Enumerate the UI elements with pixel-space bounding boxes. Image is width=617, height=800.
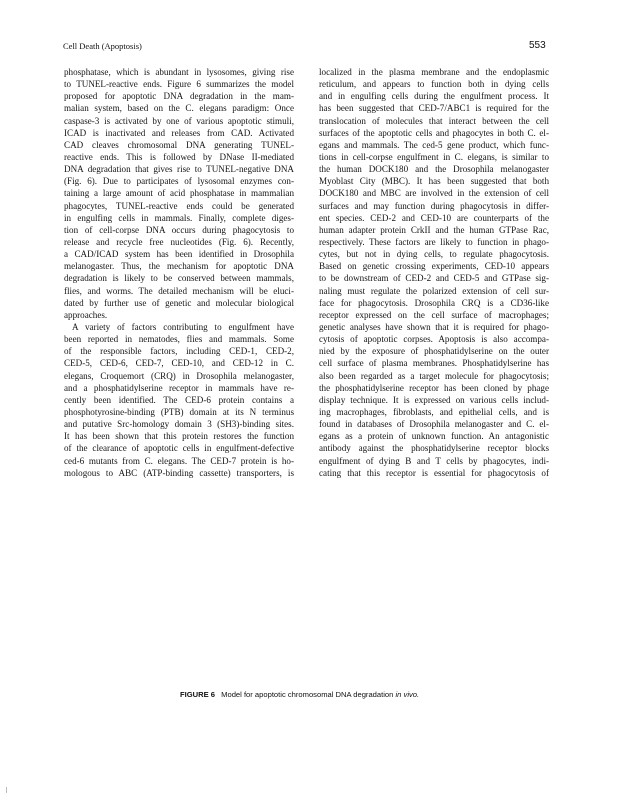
text-line: nied by the exposure of phosphatidylserine on the outer: [319, 346, 549, 357]
text-line: human adapter protein CrkII and the human GTPase Rac,: [319, 224, 549, 235]
text-line: ing macrophages, fibroblasts, and epithelial cells, and is: [319, 406, 549, 417]
text-line: to TUNEL-reactive ends. Figure 6 summarizes the model: [64, 79, 294, 90]
text-line: phosphotyrosine-binding (PTB) domain at its N terminus: [64, 406, 294, 417]
text-line: Myoblast City (MBC). It has been suggested that both: [319, 176, 549, 187]
scan-edge-mark: [6, 787, 7, 793]
text-line: reactive ends. This is followed by DNase II-mediated: [64, 151, 294, 162]
text-line: a CAD/ICAD system has been identified in Drosophila: [64, 249, 294, 260]
text-line: (Fig. 6). Due to participates of lysosomal enzymes con-: [64, 176, 294, 187]
text-line: proposed for apoptotic DNA degradation in the mam-: [64, 91, 294, 102]
text-line: release and recycle free nucleotides (Fig. 6). Recently,: [64, 236, 294, 247]
text-line: tion of cell-corpse DNA occurs during phagocytosis to: [64, 224, 294, 235]
text-line: flies, and worms. The detailed mechanism will be eluci-: [64, 285, 294, 296]
text-line: taining a large amount of acid phosphatase in mammalian: [64, 188, 294, 199]
text-line: ced-6 mutants from C. elegans. The CED-7 protein is ho-: [64, 455, 294, 466]
text-line: CED-5, CED-6, CED-7, CED-10, and CED-12 in C.: [64, 358, 294, 369]
text-line: degradation is likely to be conserved between mammals,: [64, 273, 294, 284]
text-line: naling must regulate the polarized extension of cell sur-: [319, 285, 549, 296]
text-line: the human DOCK180 and the Drosophila melanogaster: [319, 164, 549, 175]
figure-caption-text: Model for apoptotic chromosomal DNA degradation: [221, 690, 394, 699]
text-line: egans as a protein of unknown function. An antagonistic: [319, 431, 549, 442]
text-line: engulfment of dying B and T cells by phagocytes, indi-: [319, 455, 549, 466]
text-line: surfaces and may function during phagocytosis in differ-: [319, 200, 549, 211]
text-line: display technique. It is expressed on various cells includ-: [319, 394, 549, 405]
right-column: [319, 66, 549, 479]
text-line: has been suggested that CED-7/ABC1 is required for the: [319, 103, 549, 114]
text-line: and putative Src-homology domain 3 (SH3)-binding sites.: [64, 419, 294, 430]
text-line: ICAD is inactivated and releases from CAD. Activated: [64, 127, 294, 138]
text-line: melanogaster. Thus, the mechanism for apoptotic DNA: [64, 261, 294, 272]
text-line: face for phagocytosis. Drosophila CRQ is a CD36-like: [319, 297, 549, 308]
text-line: found in databases of Drosophila melanogaster and C. el-: [319, 419, 549, 430]
text-line: ent species. CED-2 and CED-10 are counterparts of the: [319, 212, 549, 223]
text-line: egans and mammals. The ced-5 gene product, which func-: [319, 139, 549, 150]
text-line: cytes, but not in dying cells, to regulate phagocytosis.: [319, 249, 549, 260]
text-line: also been regarded as a target molecule for phagocytosis;: [319, 370, 549, 381]
text-line: cell surface of plasma membranes. Phosphatidylserine has: [319, 358, 549, 369]
text-line: Based on genetic crossing experiments, CED-10 appears: [319, 261, 549, 272]
text-line: reticulum, and appears to function both in dying cells: [319, 79, 549, 90]
text-line: of the responsible factors, including CED-1, CED-2,: [64, 346, 294, 357]
text-line: DOCK180 and MBC are involved in the extension of cell: [319, 188, 549, 199]
text-line: of the clearance of apoptotic cells in engulfment-defective: [64, 443, 294, 454]
text-line: been reported in nematodes, flies and mammals. Some: [64, 334, 294, 345]
text-line: localized in the plasma membrane and the endoplasmic: [319, 67, 549, 77]
text-line: cently been identified. The CED-6 protein contains a: [64, 394, 294, 405]
text-line: phosphatase, which is abundant in lysosomes, giving rise: [64, 67, 294, 77]
text-line: and a phosphatidylserine receptor in mammals have re-: [64, 382, 294, 393]
text-line: surfaces of the apoptotic cells and phagocytes in both C. el-: [319, 127, 549, 138]
page-number: 553: [529, 40, 546, 51]
text-line: and in engulfing cells during the engulfment process. It: [319, 91, 549, 102]
text-line: caspase-3 is activated by one of various apoptotic stimuli,: [64, 115, 294, 126]
text-line: cytosis of apoptotic corpses. Apoptosis is also accompa-: [319, 334, 549, 345]
text-line: dated by further use of genetic and molecular biological: [64, 297, 294, 308]
text-line: tions in cell-corpse engulfment in C. elegans, is similar to: [319, 151, 549, 162]
text-line: elegans, Croquemort (CRQ) in Drosophila melanogaster,: [64, 370, 294, 381]
text-line: malian system, based on the C. elegans paradigm: Once: [64, 103, 294, 114]
text-line: respectively. These factors are likely to function in phago-: [319, 236, 549, 247]
figure-label: FIGURE 6: [180, 690, 216, 699]
text-line: to be downstream of CED-2 and CED-5 and GTPase sig-: [319, 273, 549, 284]
text-line: A variety of factors contributing to engulfment have: [72, 321, 294, 332]
left-column: [64, 66, 294, 479]
text-line: mologous to ABC (ATP-binding cassette) transporters, is: [64, 467, 294, 478]
figure-caption: [180, 690, 419, 699]
text-line: in engulfing cells in mammals. Finally, complete diges-: [64, 212, 294, 223]
text-line: It has been shown that this protein restores the function: [64, 431, 294, 442]
text-line: antibody against the phosphatidylserine receptor blocks: [319, 443, 549, 454]
text-line: genetic analyses have shown that it is required for phago-: [319, 321, 549, 332]
text-line: the phosphatidylserine receptor has been cloned by phage: [319, 382, 549, 393]
text-line: approaches.: [64, 309, 108, 320]
text-line: receptor expressed on the cell surface of macrophages;: [319, 309, 549, 320]
text-line: DNA degradation that gives rise to TUNEL-negative DNA: [64, 164, 294, 175]
text-line: cating that this receptor is essential for phagocytosis of: [319, 467, 549, 478]
text-line: translocation of molecules that interact between the cell: [319, 115, 549, 126]
text-line: CAD cleaves chromosomal DNA generating TUNEL-: [64, 139, 294, 150]
figure-caption-italic: in vivo.: [395, 690, 420, 699]
running-head: Cell Death (Apoptosis): [63, 41, 142, 51]
text-line: phagocytes, TUNEL-reactive ends could be generated: [64, 200, 294, 211]
